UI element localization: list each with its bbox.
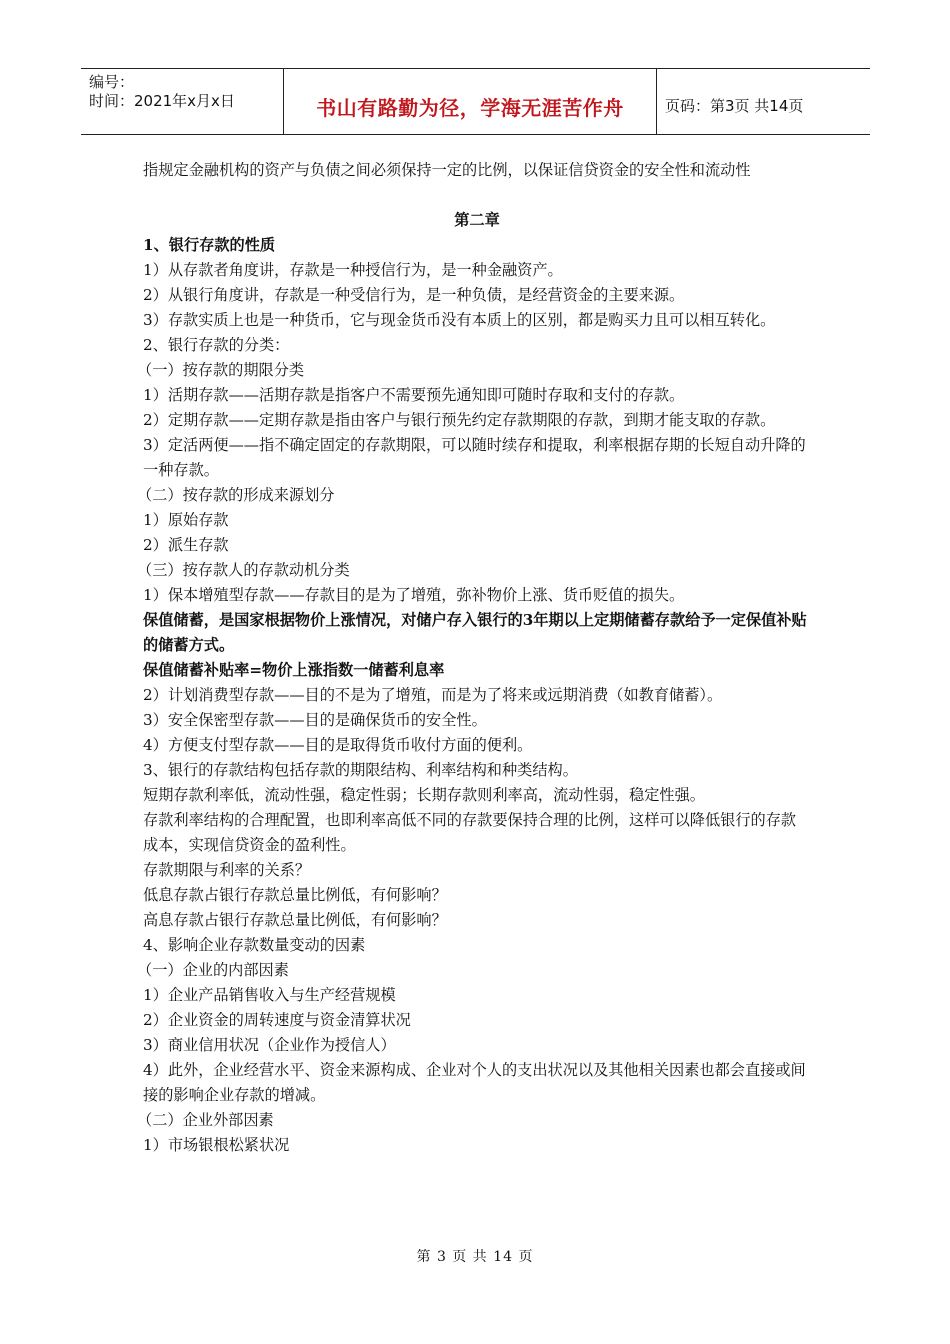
bold-formula: 保值储蓄补贴率=物价上涨指数一储蓄利息率 xyxy=(143,661,445,679)
document-body xyxy=(137,158,811,1158)
document-number-label: 编号： xyxy=(89,73,135,91)
body-line: （一）企业的内部因素 xyxy=(137,961,289,979)
document-time-label: 时间：2021年x月x日 xyxy=(89,92,235,110)
body-line: 3）商业信用状况（企业作为授信人） xyxy=(143,1036,396,1054)
body-line: 4、影响企业存款数量变动的因素 xyxy=(143,936,366,954)
header-motto: 书山有路勤为径，学海无涯苦作舟 xyxy=(316,96,624,120)
body-line: 1）保本增殖型存款——存款目的是为了增殖，弥补物价上涨、货币贬值的损失。 xyxy=(143,586,685,604)
body-line: 存款期限与利率的关系？ xyxy=(143,861,311,879)
body-line: 1）市场银根松紧状况 xyxy=(143,1136,290,1154)
body-line: 低息存款占银行存款总量比例低，有何影响？ xyxy=(143,886,447,904)
body-line: 2）从银行角度讲，存款是一种受信行为，是一种负债，是经营资金的主要来源。 xyxy=(143,286,685,304)
body-line: 2）定期存款——定期存款是指由客户与银行预先约定存款期限的存款，到期才能支取的存款。 xyxy=(143,411,776,429)
body-line: （一）按存款的期限分类 xyxy=(137,361,305,379)
header-meta-cell xyxy=(81,69,284,134)
body-line: 3）安全保密型存款——目的是确保货币的安全性。 xyxy=(143,711,487,729)
section-heading: 1、银行存款的性质 xyxy=(143,236,276,254)
page-header xyxy=(81,68,870,135)
body-line: 1）原始存款 xyxy=(143,511,229,529)
intro-paragraph: 指规定金融机构的资产与负债之间必须保持一定的比例，以保证信贷资金的安全性和流动性 xyxy=(143,161,751,179)
body-line: 1）活期存款——活期存款是指客户不需要预先通知即可随时存取和支付的存款。 xyxy=(143,386,685,404)
body-line: 高息存款占银行存款总量比例低，有何影响？ xyxy=(143,911,447,929)
header-motto-cell xyxy=(284,69,657,134)
page-footer: 第 3 页 共 14 页 xyxy=(416,1249,534,1265)
body-line: 2）企业资金的周转速度与资金清算状况 xyxy=(143,1011,411,1029)
body-line: （三）按存款人的存款动机分类 xyxy=(137,561,350,579)
body-line: 4）此外，企业经营水平、资金来源构成、企业对个人的支出状况以及其他相关因素也都会直接或间接的影响企业存款的增减。 xyxy=(143,1061,806,1104)
body-line: （二）企业外部因素 xyxy=(137,1111,274,1129)
body-line: 短期存款利率低，流动性强，稳定性弱；长期存款则利率高，流动性弱，稳定性强。 xyxy=(143,786,705,804)
chapter-title: 第二章 xyxy=(454,211,500,229)
body-line: 3）定活两便——指不确定固定的存款期限，可以随时续存和提取，利率根据存期的长短自动升降的一种存款。 xyxy=(143,436,806,479)
bold-paragraph: 保值储蓄，是国家根据物价上涨情况，对储户存入银行的3年期以上定期储蓄存款给予一定保值补贴的储蓄方式。 xyxy=(143,611,807,654)
body-line: 2）计划消费型存款——目的不是为了增殖，而是为了将来或远期消费（如教育储蓄）。 xyxy=(143,686,723,704)
body-line: 1）企业产品销售收入与生产经营规模 xyxy=(143,986,396,1004)
body-line: （二）按存款的形成来源划分 xyxy=(137,486,335,504)
header-page-cell xyxy=(657,69,870,134)
header-page-info: 页码：第3页 共14页 xyxy=(665,97,804,115)
body-line: 1）从存款者角度讲，存款是一种授信行为，是一种金融资产。 xyxy=(143,261,563,279)
body-line: 4）方便支付型存款——目的是取得货币收付方面的便利。 xyxy=(143,736,533,754)
body-line: 2、银行存款的分类： xyxy=(143,336,290,354)
body-line: 3、银行的存款结构包括存款的期限结构、利率结构和种类结构。 xyxy=(143,761,578,779)
body-line: 存款利率结构的合理配置，也即利率高低不同的存款要保持合理的比例，这样可以降低银行的存款成本，实现信贷资金的盈利性。 xyxy=(143,811,797,854)
body-line: 2）派生存款 xyxy=(143,536,229,554)
body-line: 3）存款实质上也是一种货币，它与现金货币没有本质上的区别，都是购买力且可以相互转化。 xyxy=(143,311,776,329)
